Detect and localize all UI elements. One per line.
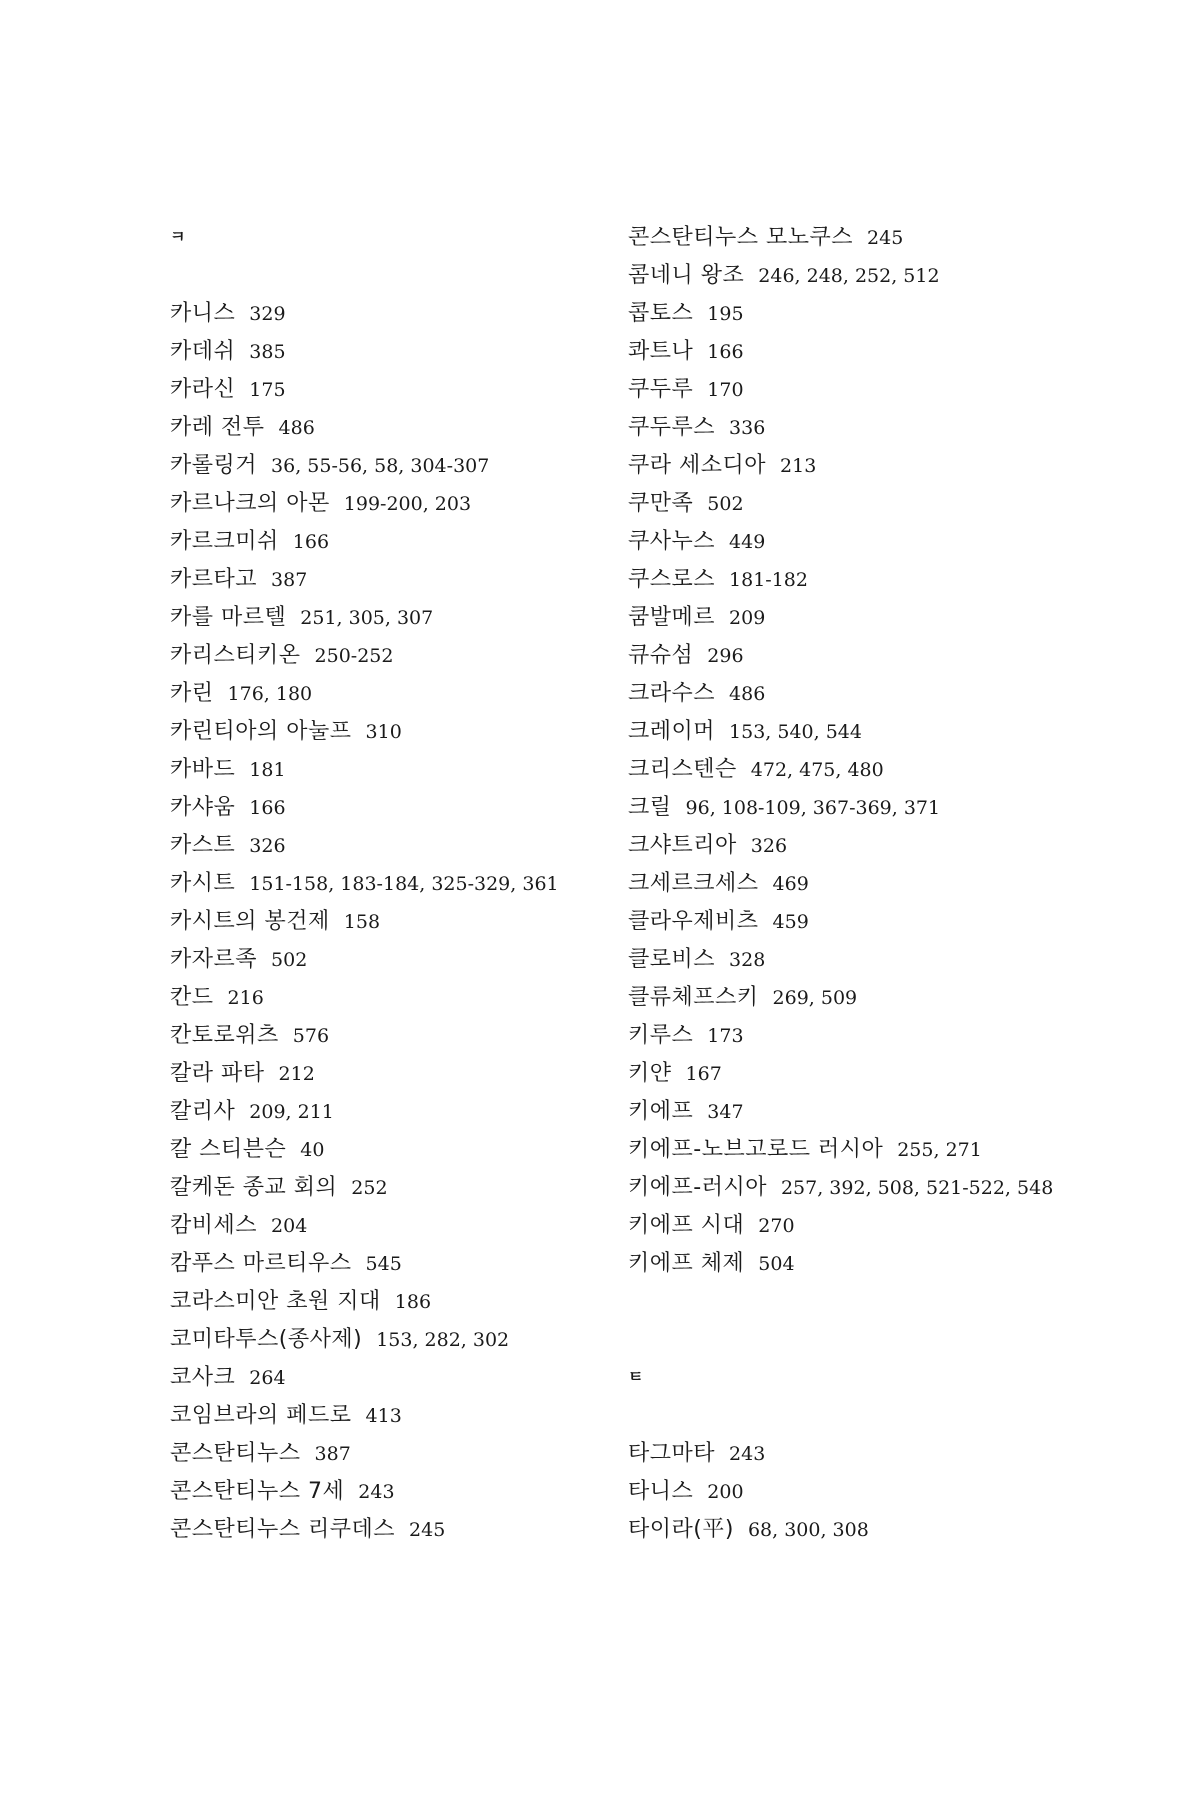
page-references: 166 xyxy=(249,797,286,819)
index-entry xyxy=(628,1510,1148,1548)
page-references: 186 xyxy=(394,1291,432,1313)
index-entry xyxy=(170,1244,610,1282)
index-term: 클류체프스키 xyxy=(628,985,759,1010)
index-term: 카니스 xyxy=(170,301,236,326)
page-references: 326 xyxy=(750,835,788,857)
index-entry xyxy=(170,598,610,636)
index-term: 카리스티키온 xyxy=(170,643,301,668)
index-term: 카롤링거 xyxy=(170,453,258,478)
section-spacer xyxy=(170,256,610,294)
page-references: 576 xyxy=(292,1025,330,1047)
page-references: 173 xyxy=(707,1025,744,1047)
page-references: 166 xyxy=(292,531,330,553)
page-references: 170 xyxy=(707,379,744,401)
index-term: 카자르족 xyxy=(170,947,258,972)
index-term: 큐슈섬 xyxy=(628,643,694,668)
page-references: 204 xyxy=(271,1215,308,1237)
index-entry xyxy=(170,1092,610,1130)
index-entry xyxy=(170,1472,610,1510)
page-references: 449 xyxy=(729,531,766,553)
index-term: 칸드 xyxy=(170,985,214,1010)
page-references: 245 xyxy=(409,1519,446,1541)
index-term: 칼리사 xyxy=(170,1099,236,1124)
index-term: 키에프-러시아 xyxy=(628,1175,767,1200)
index-term: 콘스탄티누스 xyxy=(170,1441,301,1466)
index-term: 콤네니 왕조 xyxy=(628,263,745,288)
page-references: 243 xyxy=(729,1443,766,1465)
index-term: 타이라(平) xyxy=(628,1517,734,1542)
page-references: 250-252 xyxy=(314,645,394,667)
page-references: 545 xyxy=(365,1253,402,1275)
index-term: 키에프-노브고로드 러시아 xyxy=(628,1137,884,1162)
index-entry xyxy=(628,446,1148,484)
index-term: 쿠만족 xyxy=(628,491,694,516)
index-term: 콥토스 xyxy=(628,301,694,326)
index-entry xyxy=(628,560,1148,598)
index-entry xyxy=(170,1054,610,1092)
page-references: 195 xyxy=(707,303,744,325)
index-term: 키에프 xyxy=(628,1099,694,1124)
index-term: 콘스탄티누스 모노쿠스 xyxy=(628,225,854,250)
index-term: 쿠스로스 xyxy=(628,567,716,592)
page-references: 158 xyxy=(343,911,381,933)
page-references: 68, 300, 308 xyxy=(747,1519,869,1541)
page-references: 264 xyxy=(249,1367,286,1389)
index-entry xyxy=(628,1016,1148,1054)
index-entry xyxy=(170,446,610,484)
page-references: 199-200, 203 xyxy=(343,493,472,515)
index-entry xyxy=(628,712,1148,750)
section-spacer xyxy=(628,1282,1148,1358)
index-term: 코사크 xyxy=(170,1365,236,1390)
page-references: 486 xyxy=(278,417,315,439)
index-entry xyxy=(170,560,610,598)
index-entry xyxy=(628,1206,1148,1244)
index-entry xyxy=(628,484,1148,522)
index-entry xyxy=(628,294,1148,332)
index-term: 쿰발메르 xyxy=(628,605,716,630)
index-entry xyxy=(170,1510,610,1548)
index-term: 카라신 xyxy=(170,377,236,402)
index-entry xyxy=(170,1396,610,1434)
page-references: 329 xyxy=(249,303,286,325)
index-entry xyxy=(628,788,1148,826)
index-term: 쿠두루 xyxy=(628,377,694,402)
page-references: 270 xyxy=(758,1215,795,1237)
page-references: 200 xyxy=(707,1481,744,1503)
index-entry-list xyxy=(628,1434,1148,1548)
index-entry xyxy=(170,1282,610,1320)
index-term: 크세르크세스 xyxy=(628,871,759,896)
index-entry xyxy=(170,1434,610,1472)
index-entry xyxy=(628,826,1148,864)
index-column-left xyxy=(170,218,610,1548)
index-term: 키루스 xyxy=(628,1023,694,1048)
page-references: 387 xyxy=(314,1443,351,1465)
index-term: 타그마타 xyxy=(628,1441,716,1466)
index-term: 콘스탄티누스 7세 xyxy=(170,1479,345,1504)
index-term: 칼라 파타 xyxy=(170,1061,265,1086)
index-entry xyxy=(628,256,1148,294)
page-references: 502 xyxy=(707,493,744,515)
page-references: 347 xyxy=(707,1101,744,1123)
page-references: 251, 305, 307 xyxy=(300,607,434,629)
index-term: 카르타고 xyxy=(170,567,258,592)
index-entry xyxy=(170,788,610,826)
index-term: 크라수스 xyxy=(628,681,716,706)
page-references: 176, 180 xyxy=(227,683,313,705)
page-references: 310 xyxy=(365,721,402,743)
page-references: 213 xyxy=(780,455,817,477)
page-references: 243 xyxy=(358,1481,395,1503)
index-entry xyxy=(628,940,1148,978)
index-term: 카린티아의 아눌프 xyxy=(170,719,352,744)
index-entry xyxy=(628,1434,1148,1472)
index-entry xyxy=(170,1168,610,1206)
index-entry xyxy=(628,1168,1148,1206)
page-references: 504 xyxy=(758,1253,795,1275)
page-references: 209, 211 xyxy=(249,1101,334,1123)
page-references: 296 xyxy=(707,645,744,667)
index-entry xyxy=(628,864,1148,902)
page-references: 387 xyxy=(271,569,308,591)
index-term: 클로비스 xyxy=(628,947,716,972)
index-entry xyxy=(628,332,1148,370)
index-entry xyxy=(170,294,610,332)
index-term: 코임브라의 페드로 xyxy=(170,1403,352,1428)
page-references: 209 xyxy=(729,607,766,629)
index-entry xyxy=(170,750,610,788)
index-term: 카데쉬 xyxy=(170,339,236,364)
section-letter-k: ㅋ xyxy=(170,227,186,246)
page-references: 151-158, 183-184, 325-329, 361 xyxy=(249,873,559,895)
page-references: 245 xyxy=(867,227,904,249)
index-entry-list xyxy=(170,294,610,1548)
page-references: 326 xyxy=(249,835,286,857)
page-references: 181 xyxy=(249,759,286,781)
page-references: 212 xyxy=(278,1063,315,1085)
page-references: 459 xyxy=(772,911,809,933)
index-term: 카레 전투 xyxy=(170,415,265,440)
index-term: 키에프 시대 xyxy=(628,1213,745,1238)
page-references: 385 xyxy=(249,341,286,363)
index-entry xyxy=(170,902,610,940)
page-references: 181-182 xyxy=(729,569,808,591)
index-entry xyxy=(170,332,610,370)
index-term: 카시트의 봉건제 xyxy=(170,909,330,934)
index-entry xyxy=(170,636,610,674)
index-term: 카린 xyxy=(170,681,214,706)
page-references: 472, 475, 480 xyxy=(750,759,884,781)
section-spacer xyxy=(628,1396,1148,1434)
index-term: 키얀 xyxy=(628,1061,672,1086)
page-references: 216 xyxy=(227,987,264,1009)
index-term: 코라스미안 초원 지대 xyxy=(170,1289,381,1314)
page-references: 252 xyxy=(351,1177,388,1199)
index-term: 카르나크의 아몬 xyxy=(170,491,330,516)
index-term: 칼케돈 종교 회의 xyxy=(170,1175,338,1200)
page-references: 486 xyxy=(729,683,766,705)
index-term: 타니스 xyxy=(628,1479,694,1504)
section-letter-t: ㅌ xyxy=(628,1367,644,1386)
index-term: 카를 마르텔 xyxy=(170,605,287,630)
index-term: 클라우제비츠 xyxy=(628,909,759,934)
index-entry xyxy=(170,370,610,408)
index-entry xyxy=(628,408,1148,446)
index-column-right xyxy=(628,218,1148,1548)
index-entry xyxy=(170,674,610,712)
index-entry xyxy=(628,636,1148,674)
page-references: 96, 108-109, 367-369, 371 xyxy=(685,797,941,819)
index-entry xyxy=(170,1206,610,1244)
index-term: 쿠라 세소디아 xyxy=(628,453,767,478)
index-term: 칸토로위츠 xyxy=(170,1023,279,1048)
index-term: 캄푸스 마르티우스 xyxy=(170,1251,352,1276)
index-entry xyxy=(170,1358,610,1396)
index-entry xyxy=(628,1054,1148,1092)
page-references: 36, 55-56, 58, 304-307 xyxy=(271,455,490,477)
index-entry xyxy=(170,1016,610,1054)
index-term: 칼 스티븐슨 xyxy=(170,1137,287,1162)
page-references: 469 xyxy=(772,873,809,895)
index-entry xyxy=(170,826,610,864)
index-entry xyxy=(170,484,610,522)
index-entry xyxy=(170,712,610,750)
index-term: 크리스텐슨 xyxy=(628,757,737,782)
page-references: 502 xyxy=(271,949,308,971)
page-references: 153, 282, 302 xyxy=(376,1329,510,1351)
page-references: 175 xyxy=(249,379,286,401)
index-entry xyxy=(628,370,1148,408)
page-references: 336 xyxy=(729,417,766,439)
index-entry xyxy=(628,1092,1148,1130)
index-entry xyxy=(628,1472,1148,1510)
index-term: 크샤트리아 xyxy=(628,833,737,858)
index-entry xyxy=(628,598,1148,636)
page-references: 153, 540, 544 xyxy=(729,721,862,743)
index-entry xyxy=(170,864,610,902)
page-references: 40 xyxy=(300,1139,325,1161)
index-entry xyxy=(628,1130,1148,1168)
index-term: 크레이머 xyxy=(628,719,716,744)
index-term: 카바드 xyxy=(170,757,236,782)
index-term: 콰트나 xyxy=(628,339,694,364)
index-entry xyxy=(170,1130,610,1168)
index-term: 키에프 체제 xyxy=(628,1251,745,1276)
index-term: 크릴 xyxy=(628,795,672,820)
page-references: 413 xyxy=(365,1405,402,1427)
page-references: 255, 271 xyxy=(897,1139,982,1161)
index-entry xyxy=(628,902,1148,940)
index-entry xyxy=(628,674,1148,712)
page-references: 257, 392, 508, 521-522, 548 xyxy=(780,1177,1054,1199)
index-entry xyxy=(628,750,1148,788)
page-references: 246, 248, 252, 512 xyxy=(758,265,940,287)
index-term: 캄비세스 xyxy=(170,1213,258,1238)
index-entry xyxy=(170,1320,610,1358)
index-entry xyxy=(628,522,1148,560)
page-references: 328 xyxy=(729,949,766,971)
index-entry xyxy=(170,522,610,560)
index-entry xyxy=(170,978,610,1016)
index-entry-list xyxy=(628,218,1148,1282)
index-term: 카시트 xyxy=(170,871,236,896)
index-term: 쿠두루스 xyxy=(628,415,716,440)
index-entry xyxy=(170,408,610,446)
index-entry xyxy=(170,940,610,978)
page-references: 269, 509 xyxy=(772,987,858,1009)
index-term: 카르크미쉬 xyxy=(170,529,279,554)
page-references: 166 xyxy=(707,341,744,363)
index-term: 콘스탄티누스 리쿠데스 xyxy=(170,1517,396,1542)
index-term: 카샤움 xyxy=(170,795,236,820)
index-term: 코미타투스(종사제) xyxy=(170,1327,363,1352)
index-term: 쿠사누스 xyxy=(628,529,716,554)
index-entry xyxy=(628,218,1148,256)
index-entry xyxy=(628,1244,1148,1282)
page-references: 167 xyxy=(685,1063,722,1085)
index-term: 카스트 xyxy=(170,833,236,858)
index-entry xyxy=(628,978,1148,1016)
